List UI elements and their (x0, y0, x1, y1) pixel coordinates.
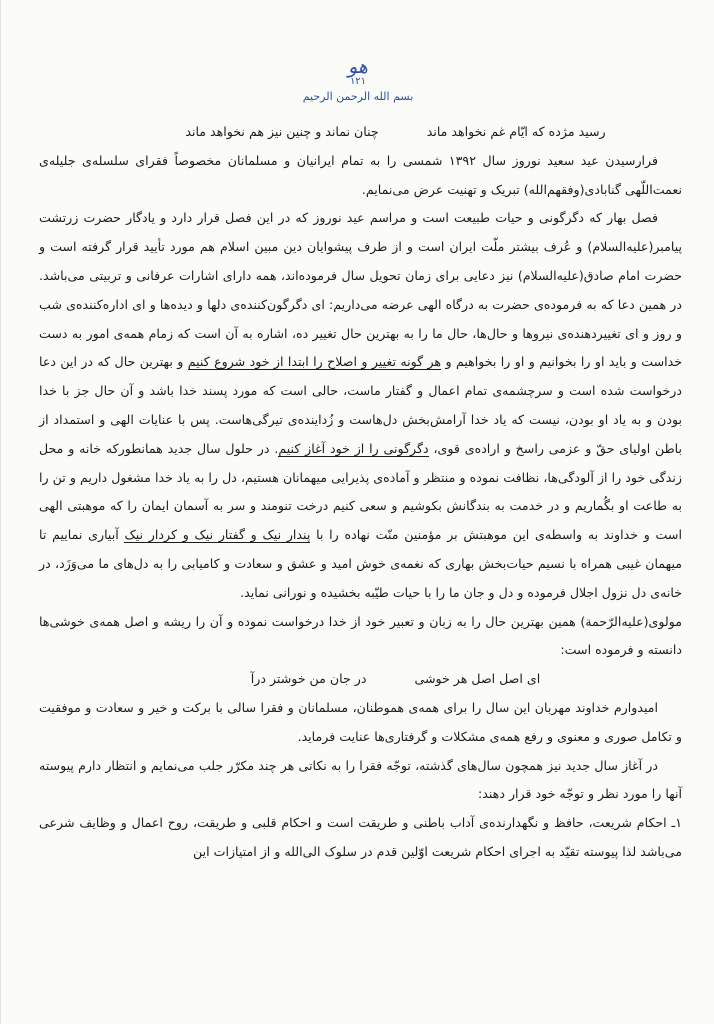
paragraph-rumi: مولوی(علیه‌الرّحمة) همین بهترین حال را به زبان و تعبیر خود از خدا درخواست نموده و آن را ریشه و اصل همه‌ی خوشی‌ها دانسته و فرموده است: (39, 613, 682, 658)
underlined-phrase-3: پندار نیک و گفتار نیک و کردار نیک (124, 527, 311, 543)
paragraph-note-1: ۱ـ احکام شریعت، حافظ و نگهدارنده‌ی آداب باطنی و طریقت است و احکام قلبی و طریقت، روح اعمال و وظایف شرعی می‌باشد لذا پیوسته تقیّد به اجرای احکام شریعت اوّلین قدم در سلوک الی‌الله و از امتیازات این (39, 815, 682, 859)
paragraph-spring (39, 204, 682, 607)
verse2-hemistich-1: ای اصل اصل هر خوشی (414, 671, 541, 687)
verse1-hemistich-1: رسید مژده که ایّام غم نخواهد ماند (426, 124, 606, 139)
letter-body (39, 118, 682, 867)
paragraph-notes-intro: در آغاز سال جدید نیز همچون سال‌های گذشته، توجّه فقرا را به نکاتی هر چند مکرّر جلب می‌نمایم و انتظار دارم پیوسته آنها را مورد نظر و توجّه خود قرار دهند: (39, 757, 682, 802)
paragraph-spring-part-b: و بهترین حال که در این دعا درخواست شده است و سرچشمه‌ی تمام اعمال و گفتار ماست، حالی است که مورد پسند خدا باشد و آن حال جز با خدا بودن و به یاد او بودن، نیست که یاد خدا آرامش‌بخش دل‌هاست و زُداینده‌ی تیرگی‌هاست. پس با عنایات الهی و استمداد از باطن اولیای حقّ و عزمی راسخ و اراده‌ی قوی، (39, 354, 683, 456)
paragraph-spring-part-a: فصل بهار که دگرگونی و حیات طبیعت است و مراسم عید نوروز که در این فصل قرار دارد و یادگار حضرت زرتشت پیامبر(علیه‌السلام) و عُرف بیشتر ملّت ایران است و از طرف پیشوایان دین مبین اسلام هم مورد تأیید قرار گرفته است و حضرت امام صادق(علیه‌السلام) نیز دعایی برای زمان تحویل سال فرموده‌اند، همه دارای اشارات عرفانی و تربیتی می‌باشد. در همین دعا که به فرموده‌ی حضرت به درگاه الهی عرضه می‌داریم: ای دگرگون‌کننده‌ی دلها و دیده‌ها و ای اداره‌کننده‌ی شب و روز و ای تغییردهنده‌ی نیروها و حال‌ها، حال ما را به بهترین حال تغییر ده، اشاره به آن است که زمام همه‌ی امور به دست خداست و باید او را بخوانیم و او را بخواهیم و (39, 210, 683, 370)
underlined-phrase-2: دگرگونی را از خود آغاز کنیم (278, 440, 429, 456)
letter-header (1, 58, 714, 104)
paragraph-spring-part-d: آبیاری نماییم تا میهمان غیبی همراه با نسیم حیات‌بخش بهاری که نغمه‌ی خوش امید و عشق و سعادت و کامیابی را به دل‌های ما می‌وَزَد، در خانه‌ی دل نزول اجلال فرموده و دل و جان ما را با حیات طیّبه بخشیده و نورانی نماید. (39, 527, 682, 600)
paragraph-wishes: امیدوارم خداوند مهربان این سال را برای همه‌ی هموطنان، مسلمانان و فقرا سالی با برکت و خیر و سعادت و موفقیت و تکامل صوری و معنوی و رفع همه‌ی مشکلات و گرفتاری‌ها عنایت فرماید. (39, 699, 682, 744)
paragraph-spring-part-c: . در حلول سال جدید همانطورکه خانه و محل زندگی خود را از آلودگی‌ها، نظافت نموده و منتظر و آماده‌ی پذیرایی میهمانان هستیم، دل را به یاد خدا مشغول داریم و تن را به طاعت او بگُماریم و در خدمت به بندگانش بکوشیم و سعی کنیم درخت تنومند و سر به آسمان ایمان را که موهبتی الهی است و خداوند به واسطه‌ی این موهبتش بر مؤمنین منّت نهاده را با (39, 440, 682, 543)
page-number: ۱۲۱ (349, 76, 367, 87)
opening-verse (39, 118, 682, 147)
verse2-hemistich-2: در جان من خوشتر درآ (250, 671, 367, 687)
verse1-hemistich-2: چنان نماند و چنین نیز هم نخواهد ماند (185, 124, 379, 139)
seal-hu: هو (348, 56, 368, 78)
basmala: بسم الله الرحمن الرحیم (302, 90, 414, 103)
paragraph-greeting: فرارسیدن عید سعید نوروز سال ۱۳۹۲ شمسی را به تمام ایرانیان و مسلمانان مخصوصاً فقرای سلسله‌ی جلیله‌ی نعمت‌اللّهی گنابادی(وفقهم‌الله) تبریک و تهنیت عرض می‌نمایم. (39, 152, 682, 197)
rumi-verse (39, 665, 682, 694)
underlined-phrase-1: هر گونه تغییر و اصلاح را ابتدا از خود شروع کنیم (187, 354, 442, 370)
